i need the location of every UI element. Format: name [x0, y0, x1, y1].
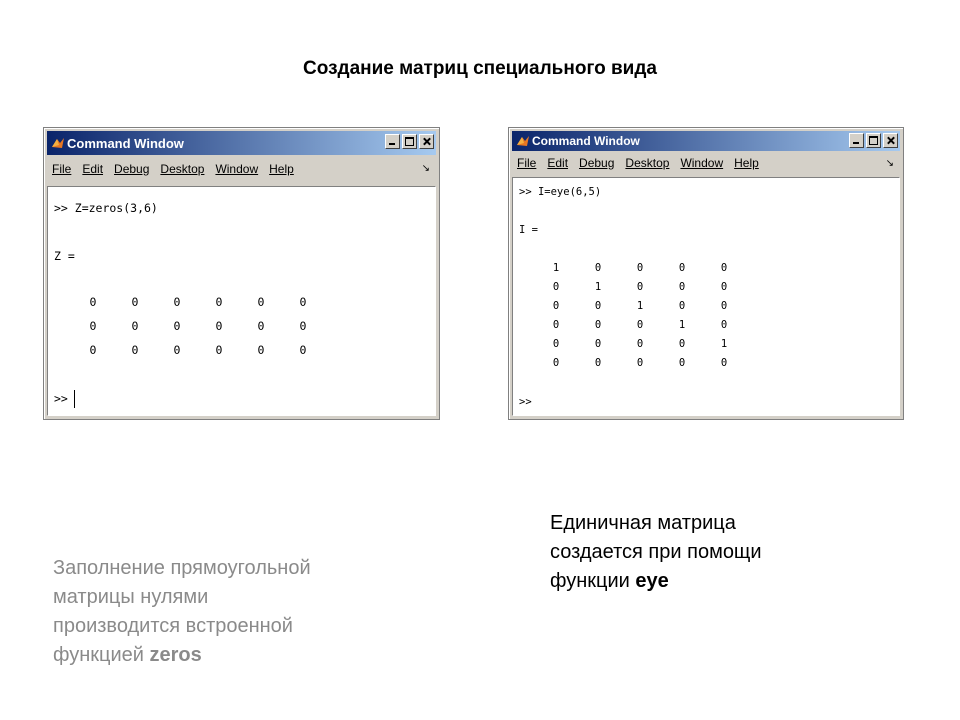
- matrix-cell: 0: [636, 262, 644, 274]
- variable-label: I =: [519, 224, 538, 236]
- matrix-cell: 0: [173, 343, 181, 357]
- matrix-cell: 0: [552, 281, 560, 293]
- matrix-cell: 0: [678, 357, 686, 369]
- function-keyword: eye: [635, 570, 669, 592]
- matrix-cell: 0: [594, 319, 602, 331]
- command-line: >> Z=zeros(3,6): [54, 201, 158, 215]
- matrix-cell: 1: [720, 338, 728, 350]
- maximize-icon[interactable]: [402, 134, 417, 149]
- matrix-cell: 1: [594, 281, 602, 293]
- matrix-cell: 0: [215, 295, 223, 309]
- matrix-cell: 0: [594, 357, 602, 369]
- matrix-cell: 0: [89, 295, 97, 309]
- maximize-icon[interactable]: [866, 133, 881, 148]
- menu-edit[interactable]: Edit: [547, 156, 569, 170]
- matrix-cell: 0: [720, 262, 728, 274]
- matrix-cell: 0: [594, 262, 602, 274]
- menu-window[interactable]: Window: [680, 156, 724, 170]
- menu-window[interactable]: Window: [215, 162, 259, 176]
- matrix-cell: 0: [552, 338, 560, 350]
- window-title: Command Window: [532, 134, 640, 148]
- title-bar[interactable]: [47, 131, 436, 155]
- matrix-cell: 0: [636, 281, 644, 293]
- matrix-cell: 0: [257, 343, 265, 357]
- command-prompt[interactable]: >>: [519, 396, 532, 408]
- eye-command-window: [508, 127, 904, 420]
- matrix-cell: 0: [131, 343, 139, 357]
- menu-file[interactable]: File: [52, 162, 72, 176]
- zeros-caption: Заполнение прямоугольной матрицы нулями производится встроенной функцией zeros: [53, 557, 311, 666]
- matrix-cell: 0: [678, 300, 686, 312]
- matrix-cell: 0: [720, 281, 728, 293]
- matrix-cell: 0: [594, 338, 602, 350]
- matrix-cell: 0: [89, 343, 97, 357]
- matrix-cell: 1: [636, 300, 644, 312]
- matrix-cell: 0: [594, 300, 602, 312]
- menu-desktop[interactable]: Desktop: [625, 156, 670, 170]
- matrix-cell: 0: [299, 343, 307, 357]
- matrix-cell: 1: [678, 319, 686, 331]
- menu-help[interactable]: Help: [734, 156, 759, 170]
- matrix-cell: 0: [257, 295, 265, 309]
- slide-title: Создание матриц специального вида: [303, 58, 657, 79]
- variable-label: Z =: [54, 249, 75, 263]
- command-prompt[interactable]: >>: [54, 390, 75, 408]
- menu-edit[interactable]: Edit: [82, 162, 104, 176]
- matlab-logo-icon: [51, 136, 65, 150]
- minimize-icon[interactable]: [385, 134, 400, 149]
- menu-desktop[interactable]: Desktop: [160, 162, 205, 176]
- window-title: Command Window: [67, 135, 184, 151]
- matrix-cell: 0: [131, 295, 139, 309]
- menu-bar: [47, 158, 436, 180]
- matrix-cell: 0: [215, 343, 223, 357]
- matrix-cell: 0: [552, 300, 560, 312]
- matrix-cell: 0: [552, 319, 560, 331]
- menu-debug[interactable]: Debug: [114, 162, 150, 176]
- menu-bar: [512, 153, 900, 173]
- close-icon[interactable]: [419, 134, 434, 149]
- matrix-cell: 1: [552, 262, 560, 274]
- menu-file[interactable]: File: [517, 156, 537, 170]
- command-line: >> I=eye(6,5): [519, 186, 602, 198]
- matrix-cell: 0: [636, 338, 644, 350]
- matrix-cell: 0: [215, 319, 223, 333]
- zeros-command-window: [43, 127, 440, 420]
- matrix-cell: 0: [678, 262, 686, 274]
- matrix-cell: 0: [299, 295, 307, 309]
- undock-arrow-icon[interactable]: ↘: [421, 163, 430, 174]
- matrix-cell: 0: [552, 357, 560, 369]
- matrix-cell: 0: [720, 357, 728, 369]
- close-icon[interactable]: [883, 133, 898, 148]
- undock-arrow-icon[interactable]: ↘: [885, 158, 894, 169]
- title-bar[interactable]: [512, 131, 900, 151]
- minimize-icon[interactable]: [849, 133, 864, 148]
- matrix-cell: 0: [720, 300, 728, 312]
- function-keyword: zeros: [149, 644, 202, 666]
- menu-debug[interactable]: Debug: [579, 156, 615, 170]
- matrix-cell: 0: [636, 319, 644, 331]
- matrix-cell: 0: [720, 319, 728, 331]
- matrix-cell: 0: [299, 319, 307, 333]
- matrix-cell: 0: [636, 357, 644, 369]
- matrix-cell: 0: [173, 295, 181, 309]
- command-output[interactable]: [512, 177, 900, 416]
- matrix-cell: 0: [257, 319, 265, 333]
- matrix-cell: 0: [131, 319, 139, 333]
- text-cursor: [74, 390, 75, 408]
- command-output[interactable]: [47, 186, 436, 416]
- matrix-cell: 0: [173, 319, 181, 333]
- matrix-cell: 0: [89, 319, 97, 333]
- eye-caption: Единичная матрица создается при помощи функции eye: [550, 512, 762, 592]
- matrix-cell: 0: [678, 338, 686, 350]
- matlab-logo-icon: [516, 134, 530, 148]
- menu-help[interactable]: Help: [269, 162, 294, 176]
- matrix-cell: 0: [678, 281, 686, 293]
